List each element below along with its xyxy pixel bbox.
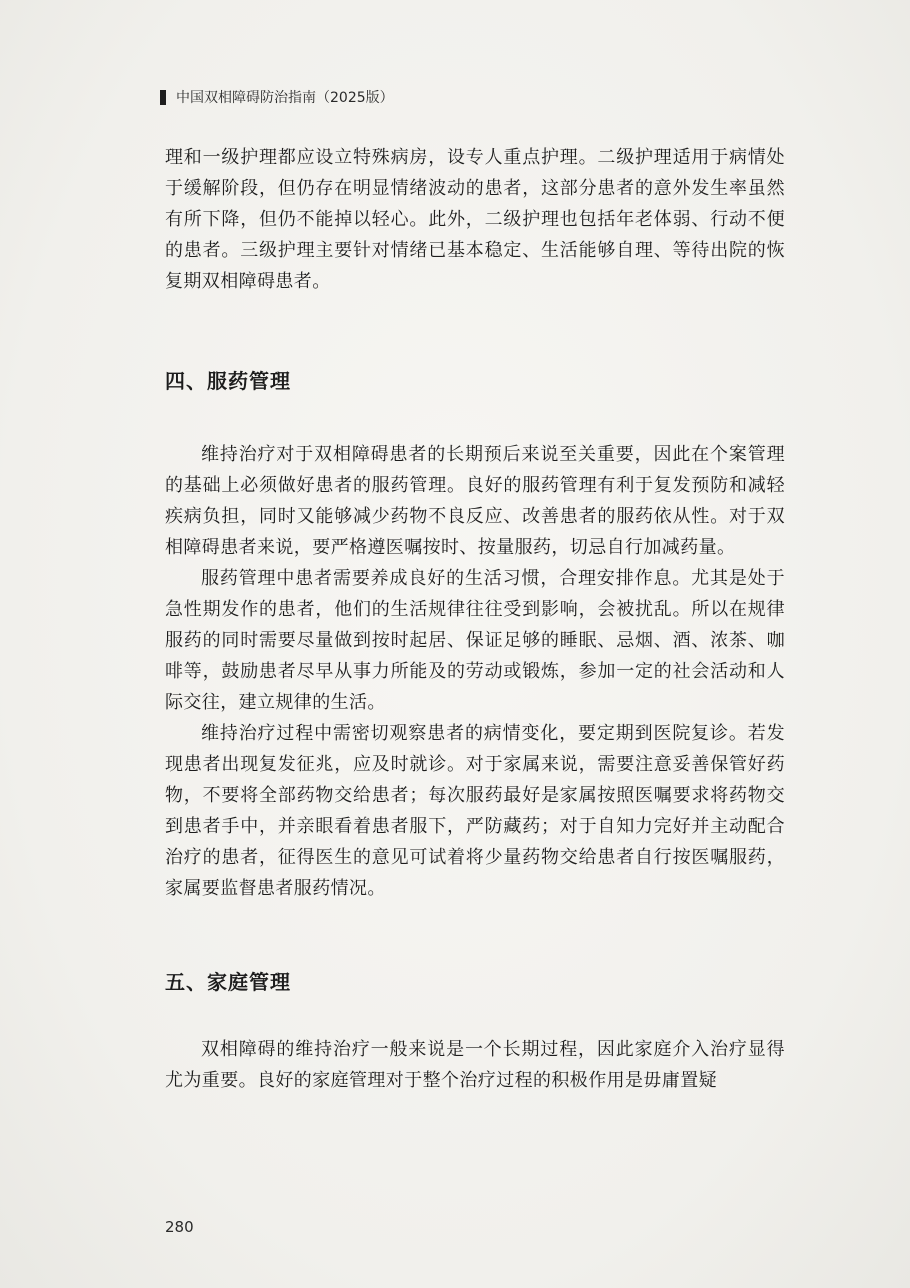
running-header <box>160 86 394 108</box>
medication-paragraph-1: 维持治疗对于双相障碍患者的长期预后来说至关重要，因此在个案管理的基础上必须做好患者的服药管理。良好的服药管理有利于复发预防和减轻疾病负担，同时又能够减少药物不良反应、改善患者的服药依从性。对于双相障碍患者来说，要严格遵医嘱按时、按量服药，切忌自行加减药量。 <box>165 444 785 558</box>
running-header-title: 中国双相障碍防治指南（2025版） <box>176 90 394 106</box>
header-bar-mark <box>160 90 166 105</box>
medication-paragraph-2: 服药管理中患者需要养成良好的生活习惯，合理安排作息。尤其是处于急性期发作的患者，他们的生活规律往往受到影响，会被扰乱。所以在规律服药的同时需要尽量做到按时起居、保证足够的睡眠、忌烟、酒、浓茶、咖啡等，鼓励患者尽早从事力所能及的劳动或锻炼，参加一定的社会活动和人际交往，建立规律的生活。 <box>165 568 785 713</box>
page-number: 280 <box>165 1218 194 1236</box>
page-body <box>165 142 785 1096</box>
section-heading-family: 五、家庭管理 <box>165 970 291 994</box>
family-paragraph-1: 双相障碍的维持治疗一般来说是一个长期过程，因此家庭介入治疗显得尤为重要。良好的家庭管理对于整个治疗过程的积极作用是毋庸置疑 <box>165 1039 785 1091</box>
section-heading-medication: 四、服药管理 <box>165 369 291 393</box>
continued-paragraph: 理和一级护理都应设立特殊病房，设专人重点护理。二级护理适用于病情处于缓解阶段，但仍存在明显情绪波动的患者，这部分患者的意外发生率虽然有所下降，但仍不能掉以轻心。此外，二级护理也包括年老体弱、行动不便的患者。三级护理主要针对情绪已基本稳定、生活能够自理、等待出院的恢复期双相障碍患者。 <box>165 147 785 292</box>
medication-paragraph-3: 维持治疗过程中需密切观察患者的病情变化，要定期到医院复诊。若发现患者出现复发征兆，应及时就诊。对于家属来说，需要注意妥善保管好药物，不要将全部药物交给患者；每次服药最好是家属按照医嘱要求将药物交到患者手中，并亲眼看着患者服下，严防藏药；对于自知力完好并主动配合治疗的患者，征得医生的意见可试着将少量药物交给患者自行按医嘱服药，家属要监督患者服药情况。 <box>165 723 785 899</box>
